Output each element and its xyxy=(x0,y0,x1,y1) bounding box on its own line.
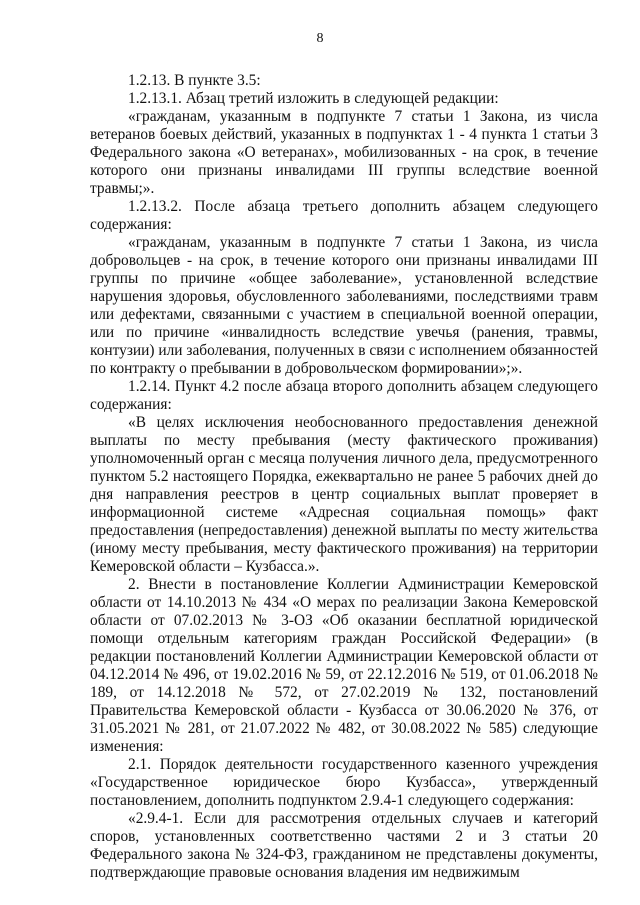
subitem-1-2-13: 1.2.13. В пункте 3.5: xyxy=(128,72,261,89)
quoted-paragraph-veterans: «гражданам, указанным в подпункте 7 статьи 1 Закона, из числа ветеранов боевых действий, указанных в подпунктах 1 - 4 пункта 1 статьи 3 Федерального закона «О ветеранах», мобилизованных - на срок, в течение которого они признаны инвалидами III группы вследствие военной травмы;». xyxy=(90,108,598,197)
subitem-2-1: 2.1. Порядок деятельности государственного казенного учреждения «Государственное юридическое бюро Кузбасса», утвержденный постановлением, дополнить подпунктом 2.9.4-1 следующего содержания: xyxy=(90,756,598,809)
page-number: 8 xyxy=(316,31,324,46)
document-body xyxy=(90,72,598,882)
subitem-1-2-13-2: 1.2.13.2. После абзаца третьего дополнить абзацем следующего содержания: xyxy=(90,198,598,233)
subitem-1-2-14: 1.2.14. Пункт 4.2 после абзаца второго дополнить абзацем следующего содержания: xyxy=(90,378,598,413)
item-2-amend-resolution: 2. Внести в постановление Коллегии Администрации Кемеровской области от 14.10.2013 № 434 «О мерах по реализации Закона Кемеровской области от 07.02.2013 № 3-ОЗ «Об оказании бесплатной юридической помощи отдельным категориям граждан Российской Федерации» (в редакции постановлений Коллегии Администрации Кемеровской области от 04.12.2014 № 496, от 19.02.2016 № 59, от 22.12.2016 № 519, от 01.06.2018 № 189, от 14.12.2018 № 572, от 27.02.2019 № 132, постановлений Правительства Кемеровской области - Кузбасса от 30.06.2020 № 376, от 31.05.2021 № 281, от 21.07.2022 № 482, от 30.08.2022 № 585) следующие изменения: xyxy=(90,576,598,755)
quoted-paragraph-2-9-4-1: «2.9.4-1. Если для рассмотрения отдельных случаев и категорий споров, установленных соответственно частями 2 и 3 статьи 20 Федерального закона № 324-ФЗ, гражданином не представлены документы, подтверждающие правовые основания владения им недвижимым xyxy=(90,810,598,881)
subitem-1-2-13-1: 1.2.13.1. Абзац третий изложить в следующей редакции: xyxy=(128,90,499,107)
quoted-paragraph-payment-check: «В целях исключения необоснованного предоставления денежной выплаты по месту пребывания (месту фактического проживания) уполномоченный орган с месяца получения личного дела, предусмотренного пунктом 5.2 настоящего Порядка, ежеквартально не ранее 5 рабочих дней до дня направления реестров в центр социальных выплат проверяет в информационной системе «Адресная социальная помощь» факт предоставления (непредоставления) денежной выплаты по месту жительства (иному месту пребывания, месту фактического проживания) на территории Кемеровской области – Кузбасса.». xyxy=(90,414,598,575)
quoted-paragraph-volunteers: «гражданам, указанным в подпункте 7 статьи 1 Закона, из числа добровольцев - на срок, в течение которого они признаны инвалидами III группы по причине «общее заболевание», установленной вследствие нарушения здоровья, обусловленного заболеваниями, последствиями травм или дефектами, связанными с участием в специальной военной операции, или по причине «инвалидность вследствие увечья (ранения, травмы, контузии) или заболевания, полученных в связи с исполнением обязанностей по контракту о пребывании в добровольческом формировании»;». xyxy=(90,234,598,377)
